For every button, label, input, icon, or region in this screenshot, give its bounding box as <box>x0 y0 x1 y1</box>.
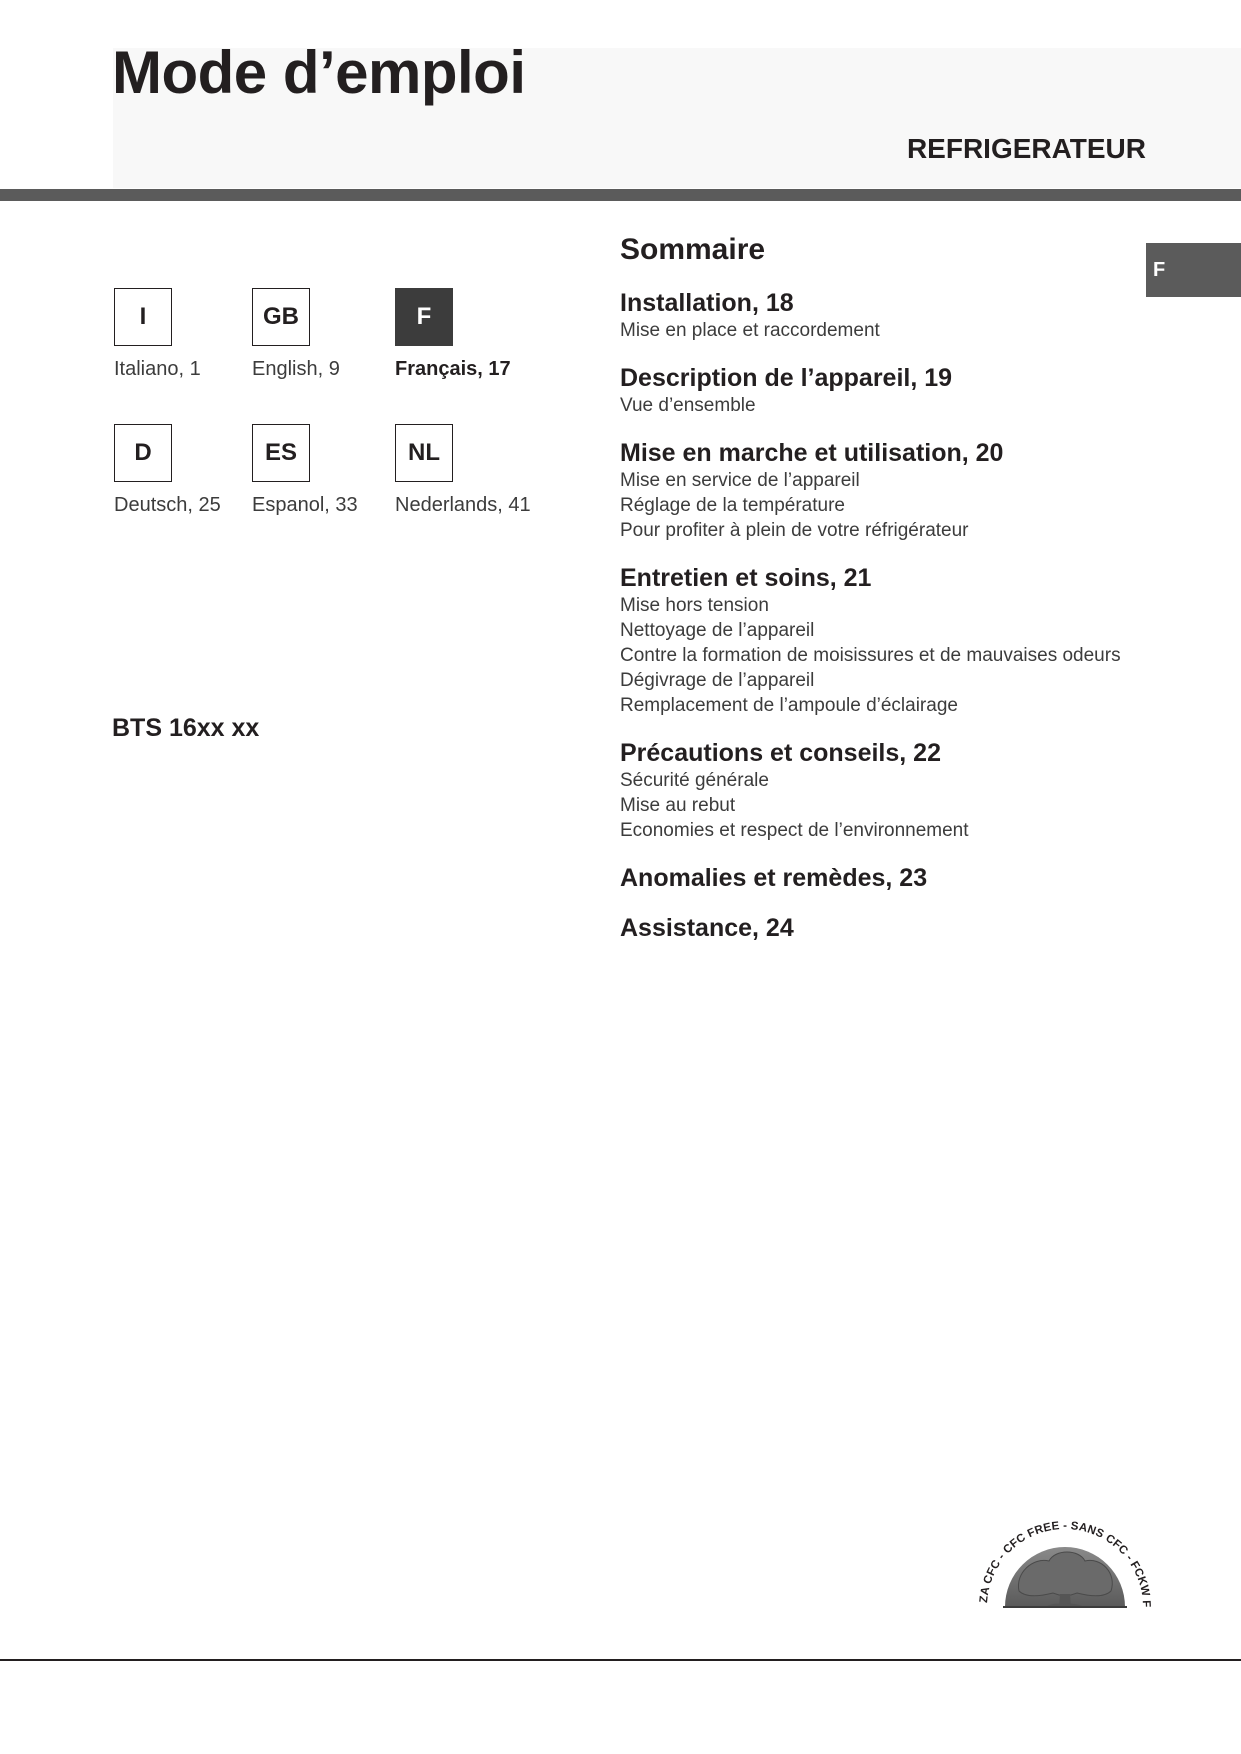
cfc-free-badge <box>975 1515 1155 1615</box>
language-label: Deutsch, 25 <box>114 494 221 516</box>
language-item-deutsch[interactable] <box>114 424 274 518</box>
toc-section-description[interactable] <box>620 363 1180 418</box>
toc-section-precautions[interactable] <box>620 738 1180 843</box>
language-item-francais[interactable] <box>395 288 555 382</box>
toc-subitem: Nettoyage de l’appareil <box>620 620 815 641</box>
language-item-espanol[interactable] <box>252 424 412 518</box>
toc-subitem: Mise en place et raccordement <box>620 320 880 341</box>
language-label: Espanol, 33 <box>252 494 358 516</box>
language-label: English, 9 <box>252 358 340 380</box>
toc-section-title: Entretien et soins, 21 <box>620 564 872 592</box>
toc-subitem: Mise au rebut <box>620 795 736 816</box>
language-code-box: GB <box>252 288 310 346</box>
toc-subitem: Pour profiter à plein de votre réfrigérateur <box>620 520 969 541</box>
toc-subitem: Remplacement de l’ampoule d’éclairage <box>620 695 958 716</box>
tree-icon <box>975 1515 1155 1615</box>
toc-subitem: Réglage de la température <box>620 495 845 516</box>
toc-section-installation[interactable] <box>620 288 1180 343</box>
toc-section-title: Anomalies et remèdes, 23 <box>620 864 928 892</box>
toc-subitem: Vue d’ensemble <box>620 395 756 416</box>
toc-subitem: Sécurité générale <box>620 770 769 791</box>
model-code: BTS 16xx xx <box>112 714 260 742</box>
language-code-box: I <box>114 288 172 346</box>
table-of-contents <box>620 230 1180 963</box>
toc-section-mise-en-marche[interactable] <box>620 438 1180 543</box>
language-label: Italiano, 1 <box>114 358 201 380</box>
toc-section-title: Description de l’appareil, 19 <box>620 364 953 392</box>
footer-divider <box>0 1659 1241 1661</box>
language-code-box: ES <box>252 424 310 482</box>
toc-section-assistance[interactable] <box>620 913 1180 943</box>
toc-subitem: Dégivrage de l’appareil <box>620 670 815 691</box>
language-item-italiano[interactable] <box>114 288 274 382</box>
badge-text: ZA CFC - CFC FREE - SANS CFC - FCKW F <box>978 1519 1153 1608</box>
product-type: REFRIGERATEUR <box>906 133 1146 164</box>
toc-section-entretien[interactable] <box>620 563 1180 718</box>
page-title: Mode d’emploi <box>112 39 526 106</box>
toc-section-anomalies[interactable] <box>620 863 1180 893</box>
toc-subitem: Contre la formation de moisissures et de mauvaises odeurs <box>620 645 1121 666</box>
header-divider <box>0 189 1241 201</box>
toc-section-title: Assistance, 24 <box>620 914 794 942</box>
toc-section-title: Installation, 18 <box>620 289 794 317</box>
language-code-box-active: F <box>395 288 453 346</box>
language-label-active: Français, 17 <box>395 358 511 380</box>
language-item-english[interactable] <box>252 288 412 382</box>
toc-subitem: Mise hors tension <box>620 595 769 616</box>
toc-title: Sommaire <box>620 233 766 266</box>
current-language-tab: F <box>1146 243 1241 297</box>
language-item-nederlands[interactable] <box>395 424 555 518</box>
toc-subitem: Mise en service de l’appareil <box>620 470 860 491</box>
language-label: Nederlands, 41 <box>395 494 531 516</box>
language-code-box: NL <box>395 424 453 482</box>
language-code-box: D <box>114 424 172 482</box>
toc-section-title: Précautions et conseils, 22 <box>620 739 941 767</box>
toc-section-title: Mise en marche et utilisation, 20 <box>620 439 1004 467</box>
toc-subitem: Economies et respect de l’environnement <box>620 820 969 841</box>
